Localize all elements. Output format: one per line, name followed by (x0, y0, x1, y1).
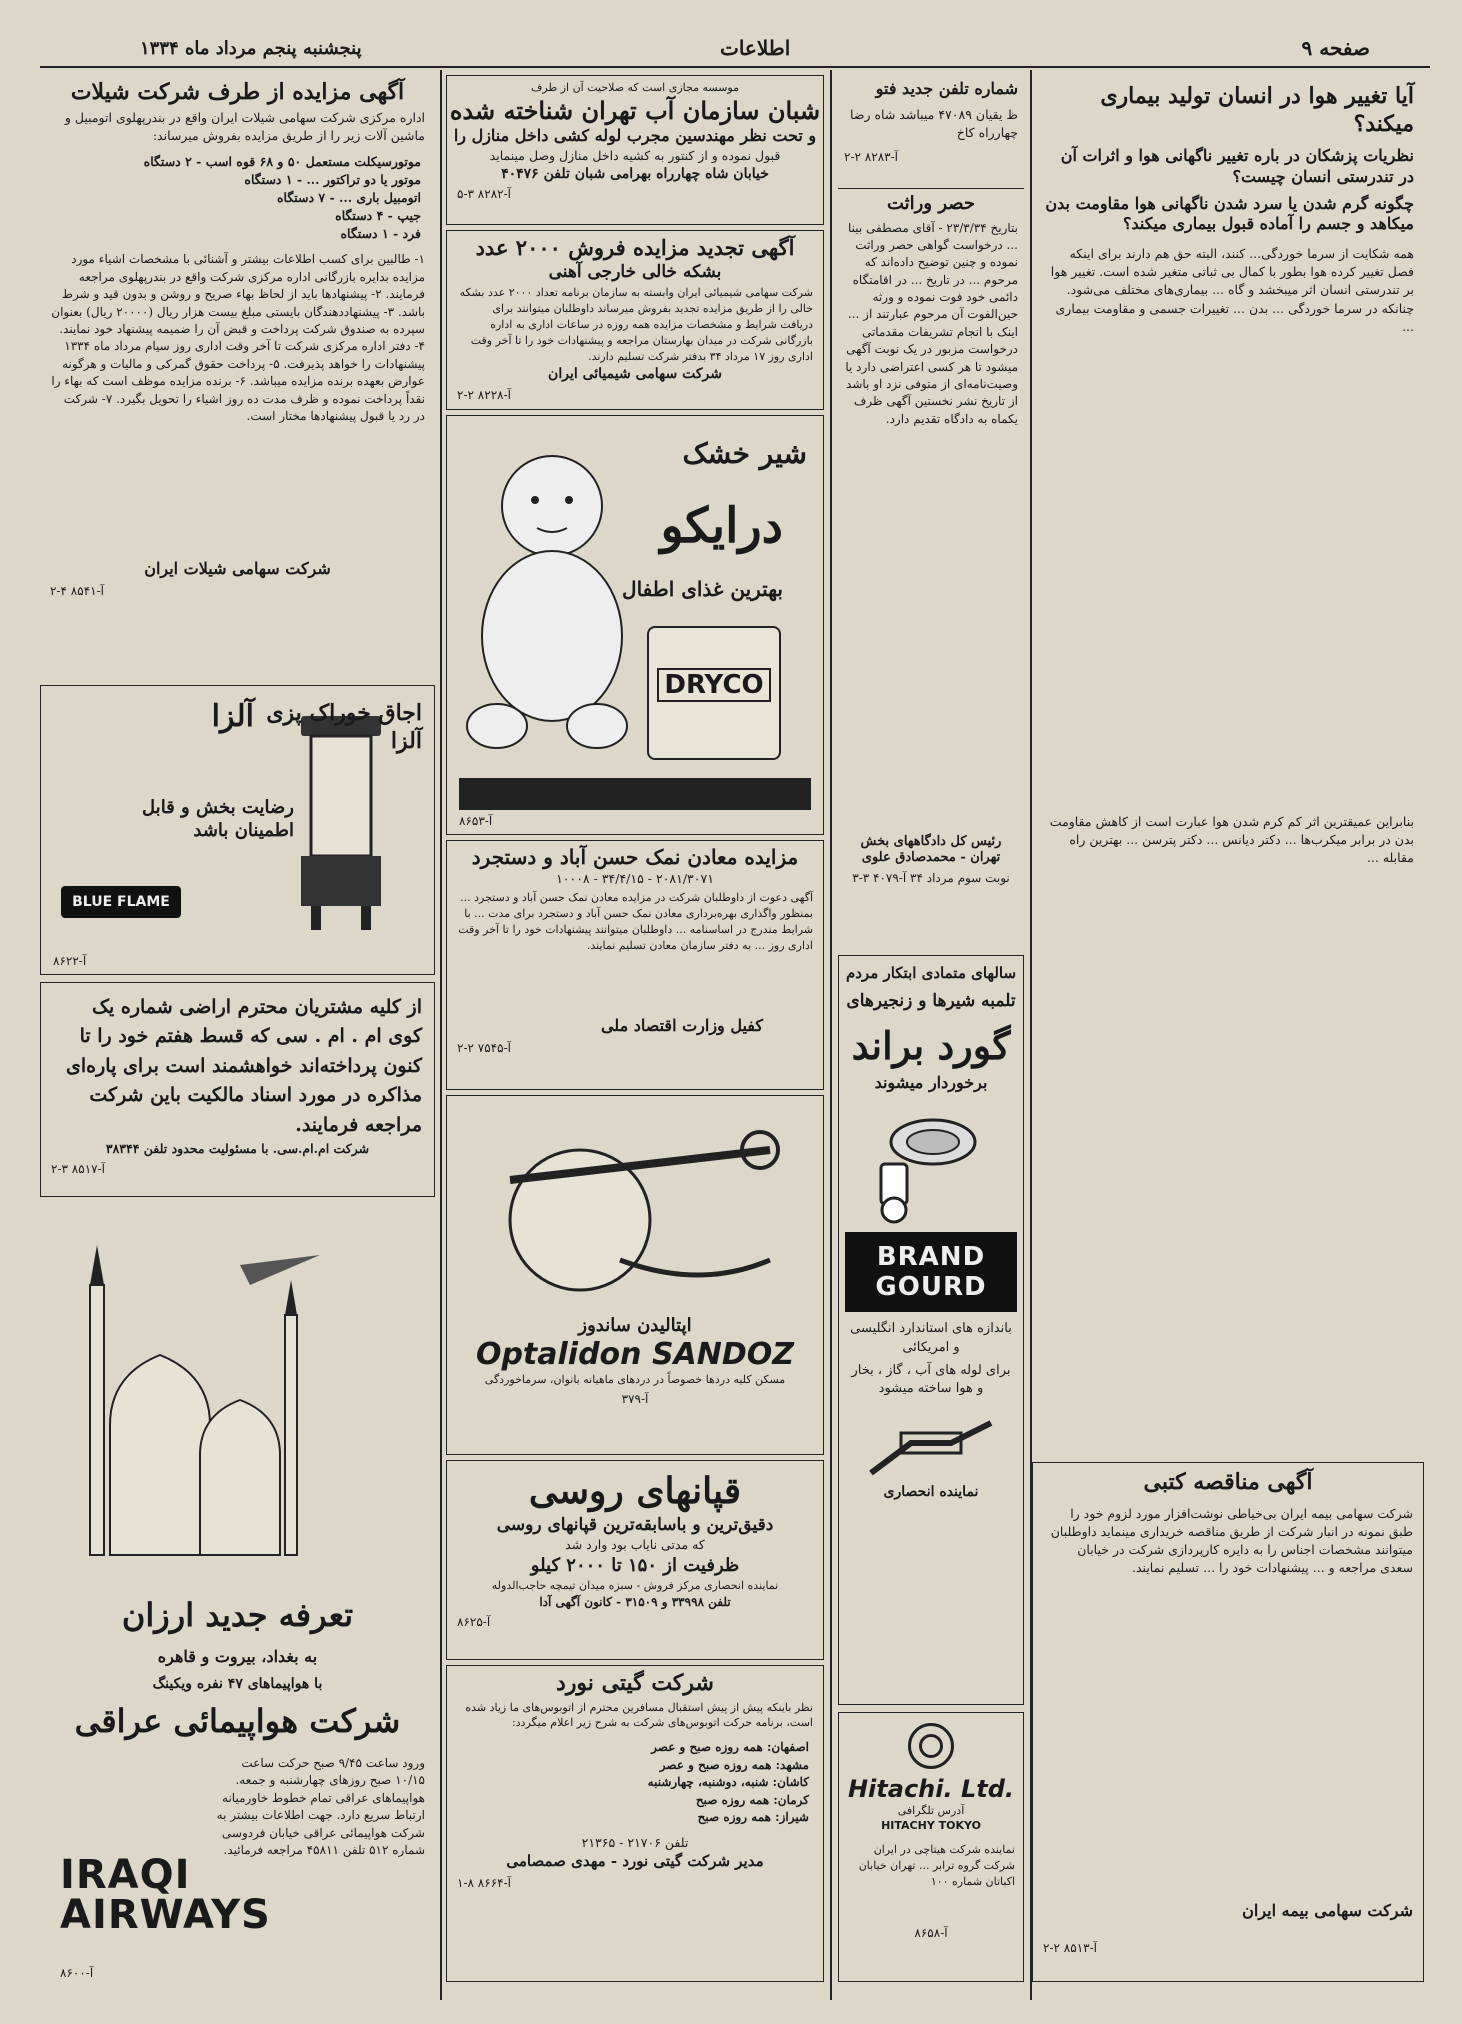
gourd-agent: نماینده انحصاری (883, 1484, 979, 1501)
ad-body: شرکت سهامی بیمه ایران بی‌خیاطی نوشت‌افزار مورد لزوم خود را طبق نمونه در انبار شرکت از طریق مناقصه خریداری مینماید داوطلبان میتوانند مشخصات اجناس را به دایره کارپردازی شرکت در خیابان سعدی مراجعه و ... پیشنهادات خود را ... تسلیم نمایند. (1050, 1505, 1413, 1575)
dryco-subtitle: بهترین غذای اطفال (622, 577, 783, 601)
kui-text: از کلیه مشتریان محترم اراضی شماره یک کوی ام . ام . سی که قسط هفتم خود را تا کنون پرداخته‌اند خواهشمند است برای پاره‌ای مذاکره در مورد اسناد مالکیت باین شرکت مراجعه فرمایند. (66, 996, 422, 1136)
ad-iraqi-airways (40, 1205, 435, 1982)
iraqi-code: آ-۸۶۰۰ (60, 1966, 94, 1980)
giti-title: شرکت گیتی نورد (556, 1670, 714, 1696)
hitachi-text: نماینده شرکت هیتاچی در ایران شرکت گروه ترابر ... تهران خیابان اکباتان شماره ۱۰۰ (858, 1842, 1015, 1888)
iraqi-logo-line2: AIRWAYS (60, 1892, 271, 1938)
ad-insurance-tender (1032, 1462, 1424, 1982)
blue-flame-logo: BLUE FLAME (61, 886, 181, 918)
giti-schedule-line: کرمان: همه روزه صبح (695, 1792, 809, 1807)
gourd-big-title: گورد براند (851, 1022, 1011, 1068)
article-weather-health (1032, 75, 1424, 1455)
shilat-title: آگهی مزایده از طرف شرکت شیلات (70, 79, 405, 105)
qapan-phone: تلفن ۳۳۹۹۸ و ۳۱۵۰۹ - کانون آگهی آدا (539, 1594, 731, 1609)
qapan-subtitle-2: که مدتی نایاب بود وارد شد (565, 1537, 705, 1553)
iraqi-line: با هواپیماهای ۴۷ نفره ویکینگ (152, 1676, 323, 1692)
hitachi-address-label: آدرس تلگرافی (897, 1804, 965, 1817)
dryco-brand-fa: درایکو (660, 498, 783, 554)
qapan-code: آ-۸۶۲۵ (457, 1614, 491, 1629)
iraqi-body: ورود ساعت ۹/۴۵ صبح حرکت ساعت ۱۰/۱۵ صبح روزهای چهارشنبه و جمعه. هواپیماهای عراقی تمام خطوط خاورمیانه ارتباط سریع دارد. جهت اطلاعات بیشتر به شرکت هواپیمائی عراقی خیابان فردوسی شماره ۵۱۲ تلفن ۴۵۸۱۱ مراجعه فرمائید. (216, 1756, 425, 1857)
dryco-can-illustration (647, 626, 781, 760)
hitachi-emblem-icon (908, 1723, 954, 1769)
alza-subtitle: رضایت بخش و قابل اطمینان باشد (142, 797, 294, 842)
giti-schedule-line: شیراز: همه روزه صبح (697, 1809, 809, 1824)
alza-name: آلزا (211, 699, 254, 734)
notice-salt-mines (446, 840, 824, 1090)
qapan-capacity: ظرفیت از ۱۵۰ تا ۲۰۰۰ کیلو (530, 1555, 740, 1577)
shilat-item: فرد - ۱ دستگاه (340, 226, 421, 242)
tender-code: آ-۸۲۲۸ ۲-۲ (457, 387, 511, 402)
salt-reference: ۲۰۸۱/۳۰۷۱ - ۳۴/۴/۱۵ - ۱۰۰۰۸ (556, 871, 714, 886)
shilat-item: موتور یا دو تراکتور ... - ۱ دستگاه (244, 171, 421, 187)
tender-title: آگهی تجدید مزایده فروش ۲۰۰۰ عدد (475, 235, 795, 260)
iraqi-airways-logo (60, 1852, 271, 1938)
shilat-item: موتورسیکلت مستعمل ۵۰ و ۶۸ قوه اسب - ۲ دستگاه (143, 153, 421, 169)
giti-schedule-line: اصفهان: همه روزه صبح و عصر (651, 1740, 809, 1755)
gourd-headline: سالهای متمادی ابتکار مردم (845, 964, 1017, 982)
gourd-sizes: باندازه های استاندارد انگلیسی و امریکائی (850, 1320, 1012, 1355)
ad-barrel-tender (446, 230, 824, 410)
iraqi-logo-line1: IRAQI (60, 1852, 191, 1898)
hitachi-logo: Hitachi. Ltd. (847, 1775, 1015, 1803)
gourd-subtitle: برخوردار میشوند (874, 1073, 988, 1093)
estate-body: بتاریخ ۲۳/۳/۳۴ - آقای مصطفی بینا ... درخواست گواهی حصر وراثت نموده و چنین توضیح داده‌اند که مرحوم ... در تاریخ ... در اقامتگاه دائمی خود فوت نموده و ورثه حین‌الفوت آن مرحوم عبارتند از ... اینک با انجام تشریفات مقدماتی درخواست مزبور در یک نوبت آگهی میشود تا هر کسی اعتراضی دارد یا وصیت‌نامه‌ای از متوفی نزد او باشد از تاریخ نشر نخستین آگهی ظرف یکماه به دادگاه تقدیم دارد. (845, 220, 1018, 426)
ad-russian-scales (446, 1460, 824, 1660)
mosque-illustration (70, 1225, 320, 1575)
gourd-valve-illustration (871, 1114, 991, 1224)
notice-estate (838, 188, 1024, 948)
notice-kui-mmc (40, 982, 435, 1197)
kui-signature: شرکت ام.ام.سی. با مسئولیت محدود تلفن ۳۸۳۴۴ (105, 1141, 370, 1157)
gourd-pipes: برای لوله های آب ، گاز ، بخار و هوا ساخته میشود (851, 1362, 1011, 1397)
shilat-signature: شرکت سهامی شیلات ایران (144, 559, 331, 579)
giti-schedule-line: مشهد: همه روزه صبح و عصر (659, 1757, 809, 1772)
ad-dryco (446, 415, 824, 835)
salt-body: آگهی دعوت از داوطلبان شرکت در مزایده معادن نمک حسن آباد و دستجرد ... بمنظور واگذاری بهره‌برداری معادن نمک حسن آباد و دستجرد برای مدت ... با شرایط مندرج در اساسنامه ... داوطلبان میتوانند پیشنهادات خود را تا آخر وقت اداری روز ... به دفتر سازمان معادن تسلیم نمایند. (458, 891, 813, 952)
shilat-body: اداره مرکزی شرکت سهامی شیلات ایران واقع در بندرپهلوی اتومبیل و ماشین آلات زیر را از طریق مزایده بفروش میرساند: (64, 109, 425, 143)
optalidon-name-en: Optalidon SANDOZ (475, 1337, 795, 1373)
ad-gourd-brand (838, 955, 1024, 1705)
tender-subtitle: بشکه خالی خارجی آهنی (548, 262, 722, 283)
giti-signature: مدیر شرکت گیتی نورد - مهدی صمصامی (506, 1852, 764, 1871)
baby-illustration (457, 436, 647, 766)
shaban-address: خیابان شاه چهارراه بهرامی شبان تلفن ۴۰۴۷۶ (501, 165, 769, 182)
shilat-item: اتومبیل باری ... - ۷ دستگاه (276, 190, 421, 205)
phone-text: ظ یقیان ۴۷۰۸۹ میباشد شاه رضا چهارراه کاخ (850, 106, 1018, 140)
hitachi-telegraph: HITACHY TOKYO (881, 1818, 981, 1832)
article-subtitle-2: چگونه گرم شدن یا سرد شدن ناگهانی هوا مقاومت بدن میکاهد و جسم را آماده قبول بیماری میکند؟ (1045, 193, 1414, 234)
giti-schedule-line: کاشان: شنبه، دوشنبه، چهارشنبه (647, 1775, 809, 1790)
qapan-title: قپانهای روسی (528, 1470, 742, 1512)
iraqi-title: تعرفه جدید ارزان (121, 1596, 354, 1634)
article-body-2: بنابراین عمیقترین اثر کم کرم شدن هوا عبارت است از کاهش مقاومت بدن در برابر میکرب‌ها ... دکتر دیانس ... دکتر پترسن ... بهترین راه مقابله ... (1049, 814, 1414, 866)
column-divider (830, 70, 832, 2000)
header-date: پنجشنبه پنجم مرداد ماه ۱۳۳۴ (140, 38, 362, 59)
shaban-subtitle: و تحت نظر مهندسین مجرب لوله کشی داخل منازل را (453, 125, 817, 145)
ad-phone-number (838, 75, 1024, 185)
optalidon-name-fa: اپتالیدن ساندوز (578, 1315, 692, 1336)
optalidon-illustration (470, 1110, 800, 1310)
salt-signature: کفیل وزارت اقتصاد ملی (600, 1016, 763, 1036)
shaban-top: موسسه مجازی است که صلاحیت آن از طرف (530, 81, 739, 94)
phone-title: شماره تلفن جدید فتو (875, 79, 1018, 98)
salt-title: مزایده معادن نمک حسن آباد و دستجرد (471, 845, 799, 869)
ad-title: آگهی مناقصه کتبی (1143, 1469, 1313, 1495)
shilat-items (40, 153, 435, 244)
shaban-code: آ-۸۲۸۲ ۳-۵ (457, 187, 511, 202)
shaban-body: قبول نموده و از کنتور به کشیه داخل منازل وصل مینماید (489, 147, 781, 163)
dryco-code: آ-۸۶۵۳ (459, 814, 493, 828)
iraqi-subtitle: به بغداد، بیروت و قاهره (157, 1647, 318, 1666)
hitachi-code: آ-۸۶۵۸ (914, 1925, 948, 1940)
ad-optalidon (446, 1095, 824, 1455)
dryco-title: شیر خشک (682, 437, 807, 470)
shilat-terms: ۱- طالبین برای کسب اطلاعات بیشتر و آشنائی با مشخصات اشیاء مورد مزایده بدایره بازرگانی اداره مرکزی شرکت واقع در بندرپهلوی مراجعه فرمایند. ۲- پیشنهادها باید از لحاظ بهاء صریح و روشن و بدون قید و شرط باشد. ۳- پیشنهاددهندگان بایستی مبلغ بیست هزار ریال (۲۰۰۰۰ ریال) بعنوان سپرده به صندوق شرکت پرداخت و قبض آن را ضمیمه پیشنهاد خود نمایند. ۴- دفتر اداره مرکزی شرکت تا آخر وقت اداری روز سیام مرداد ماه ۱۳۳۴ پیشنهادات را خواهد پذیرفت. ۵- پرداخت حقوق گمرکی و مالیات و هرگونه عوارض بعهده برنده مزایده میباشد. ۶- برنده مزایده موظف است که بهاء را نقداً پرداخت نموده و ظرف مدت ده روز اشیاء را تحویل بگیرد. ۷- شرکت در رد یا قبول پیشنهادها مختار است. (51, 252, 425, 423)
giti-schedule (447, 1739, 823, 1826)
ad-giti-navard (446, 1665, 824, 1982)
estate-title: حصر وراثت (886, 193, 975, 214)
article-title: آیا تغییر هوا در انسان تولید بیماری میکند؟ (1100, 83, 1414, 137)
tender-signature: شرکت سهامی شیمیائی ایران (548, 366, 722, 383)
tender-body: شرکت سهامی شیمیائی ایران وابسته به سازمان برنامه تعداد ۲۰۰۰ عدد بشکه خالی را از طریق مزایده تجدید بفروش میرساند داوطلبان میتوانند برای دریافت شرایط و مشخصات مزایده همه روزه در ساعات اداری به اداره بازرگانی شرکت در میدان بهارستان مراجعه و پیشنهادات خود را تا آخر وقت اداری روز ۱۷ مرداد ۳۴ بدفتر شرکت تسلیم دارند. (459, 286, 813, 364)
gourd-chain-illustration (861, 1413, 1001, 1483)
ad-code: آ-۸۵۱۳ ۲-۲ (1043, 1941, 1097, 1956)
iraqi-company-name: شرکت هواپیمائی عراقی (74, 1702, 401, 1740)
shaban-title: شبان سازمان آب تهران شناخته شده (449, 95, 821, 125)
phone-code: آ-۸۲۸۳ ۲-۲ (844, 150, 898, 165)
giti-phone: تلفن ۲۱۷۰۶ - ۲۱۳۶۵ (581, 1835, 689, 1851)
ad-alza-stove (40, 685, 435, 975)
estate-code: نوبت سوم مرداد ۳۴ آ-۴۰۷۹ ۳-۳ (852, 871, 1010, 886)
qapan-subtitle: دقیق‌ترین و باسابقه‌ترین قپانهای روسی (496, 1515, 774, 1535)
kui-code: آ-۸۵۱۷ ۳-۲ (51, 1162, 105, 1177)
estate-signature: رئیس کل دادگاههای بخش تهران - محمدصادق علوی (860, 833, 1002, 866)
dryco-can-label: DRYCO (657, 668, 771, 702)
gourd-brand-logo: BRAND GOURD (845, 1232, 1017, 1312)
shilat-item: جیپ - ۴ دستگاه (335, 208, 421, 224)
giti-code: آ-۸۶۶۴ ۸-۱ (457, 1875, 511, 1890)
ad-shilat-auction (40, 75, 435, 675)
article-body: همه شکایت از سرما خوردگی... کنند، البته حق هم دارند برای اینکه فصل تغییر کرده هوا بطور با کمال بی ثباتی متغیر شده است. تغییر هوا بر تندرستی انسان اثر میبخشد و گاه ... بیماری‌های مختلف می‌شود. چنانکه در سرما خوردگی ... بدن ... تغییرات جسمی و مقاومت بیماری ... (1050, 246, 1414, 334)
giti-body: نظر باینکه پیش از پیش استقبال مسافرین محترم از اتوبوس‌های ما زیاد شده است، برنامه حرکت اتوبوس‌های شرکت به شرح زیر اعلام میگردد: (465, 1700, 813, 1730)
header-page-number: صفحه ۹ (1301, 36, 1370, 60)
ad-signature: شرکت سهامی بیمه ایران (1242, 1900, 1413, 1920)
gourd-line: تلمبه شیرها و زنجیرهای (846, 990, 1016, 1011)
column-divider (440, 70, 442, 2000)
dryco-banner (459, 778, 811, 810)
ad-shaban (446, 75, 824, 225)
salt-code: آ-۷۵۴۵ ۲-۲ (457, 1040, 511, 1055)
alza-code: آ-۸۶۲۲ (53, 954, 87, 968)
header-paper-name: اطلاعات (720, 36, 791, 60)
alza-title: اجاق خوراک پزی آلزا (266, 700, 422, 754)
shilat-code: آ-۸۵۴۱ ۴-۲ (50, 584, 104, 599)
ad-hitachi (838, 1712, 1024, 1982)
page-header (40, 30, 1430, 68)
article-subtitle: نظریات پزشکان در باره تغییر ناگهانی هوا و اثرات آن در تندرستی انسان چیست؟ (1060, 146, 1414, 186)
optalidon-subtitle: مسکن کلیه دردها خصوصاً در دردهای ماهیانه بانوان، سرماخوردگی (484, 1373, 786, 1387)
qapan-agent: نماینده انحصاری مرکز فروش - سبزه میدان تیمچه حاجب‌الدوله (491, 1578, 779, 1592)
optalidon-code: آ-۳۷۹ (621, 1392, 649, 1407)
